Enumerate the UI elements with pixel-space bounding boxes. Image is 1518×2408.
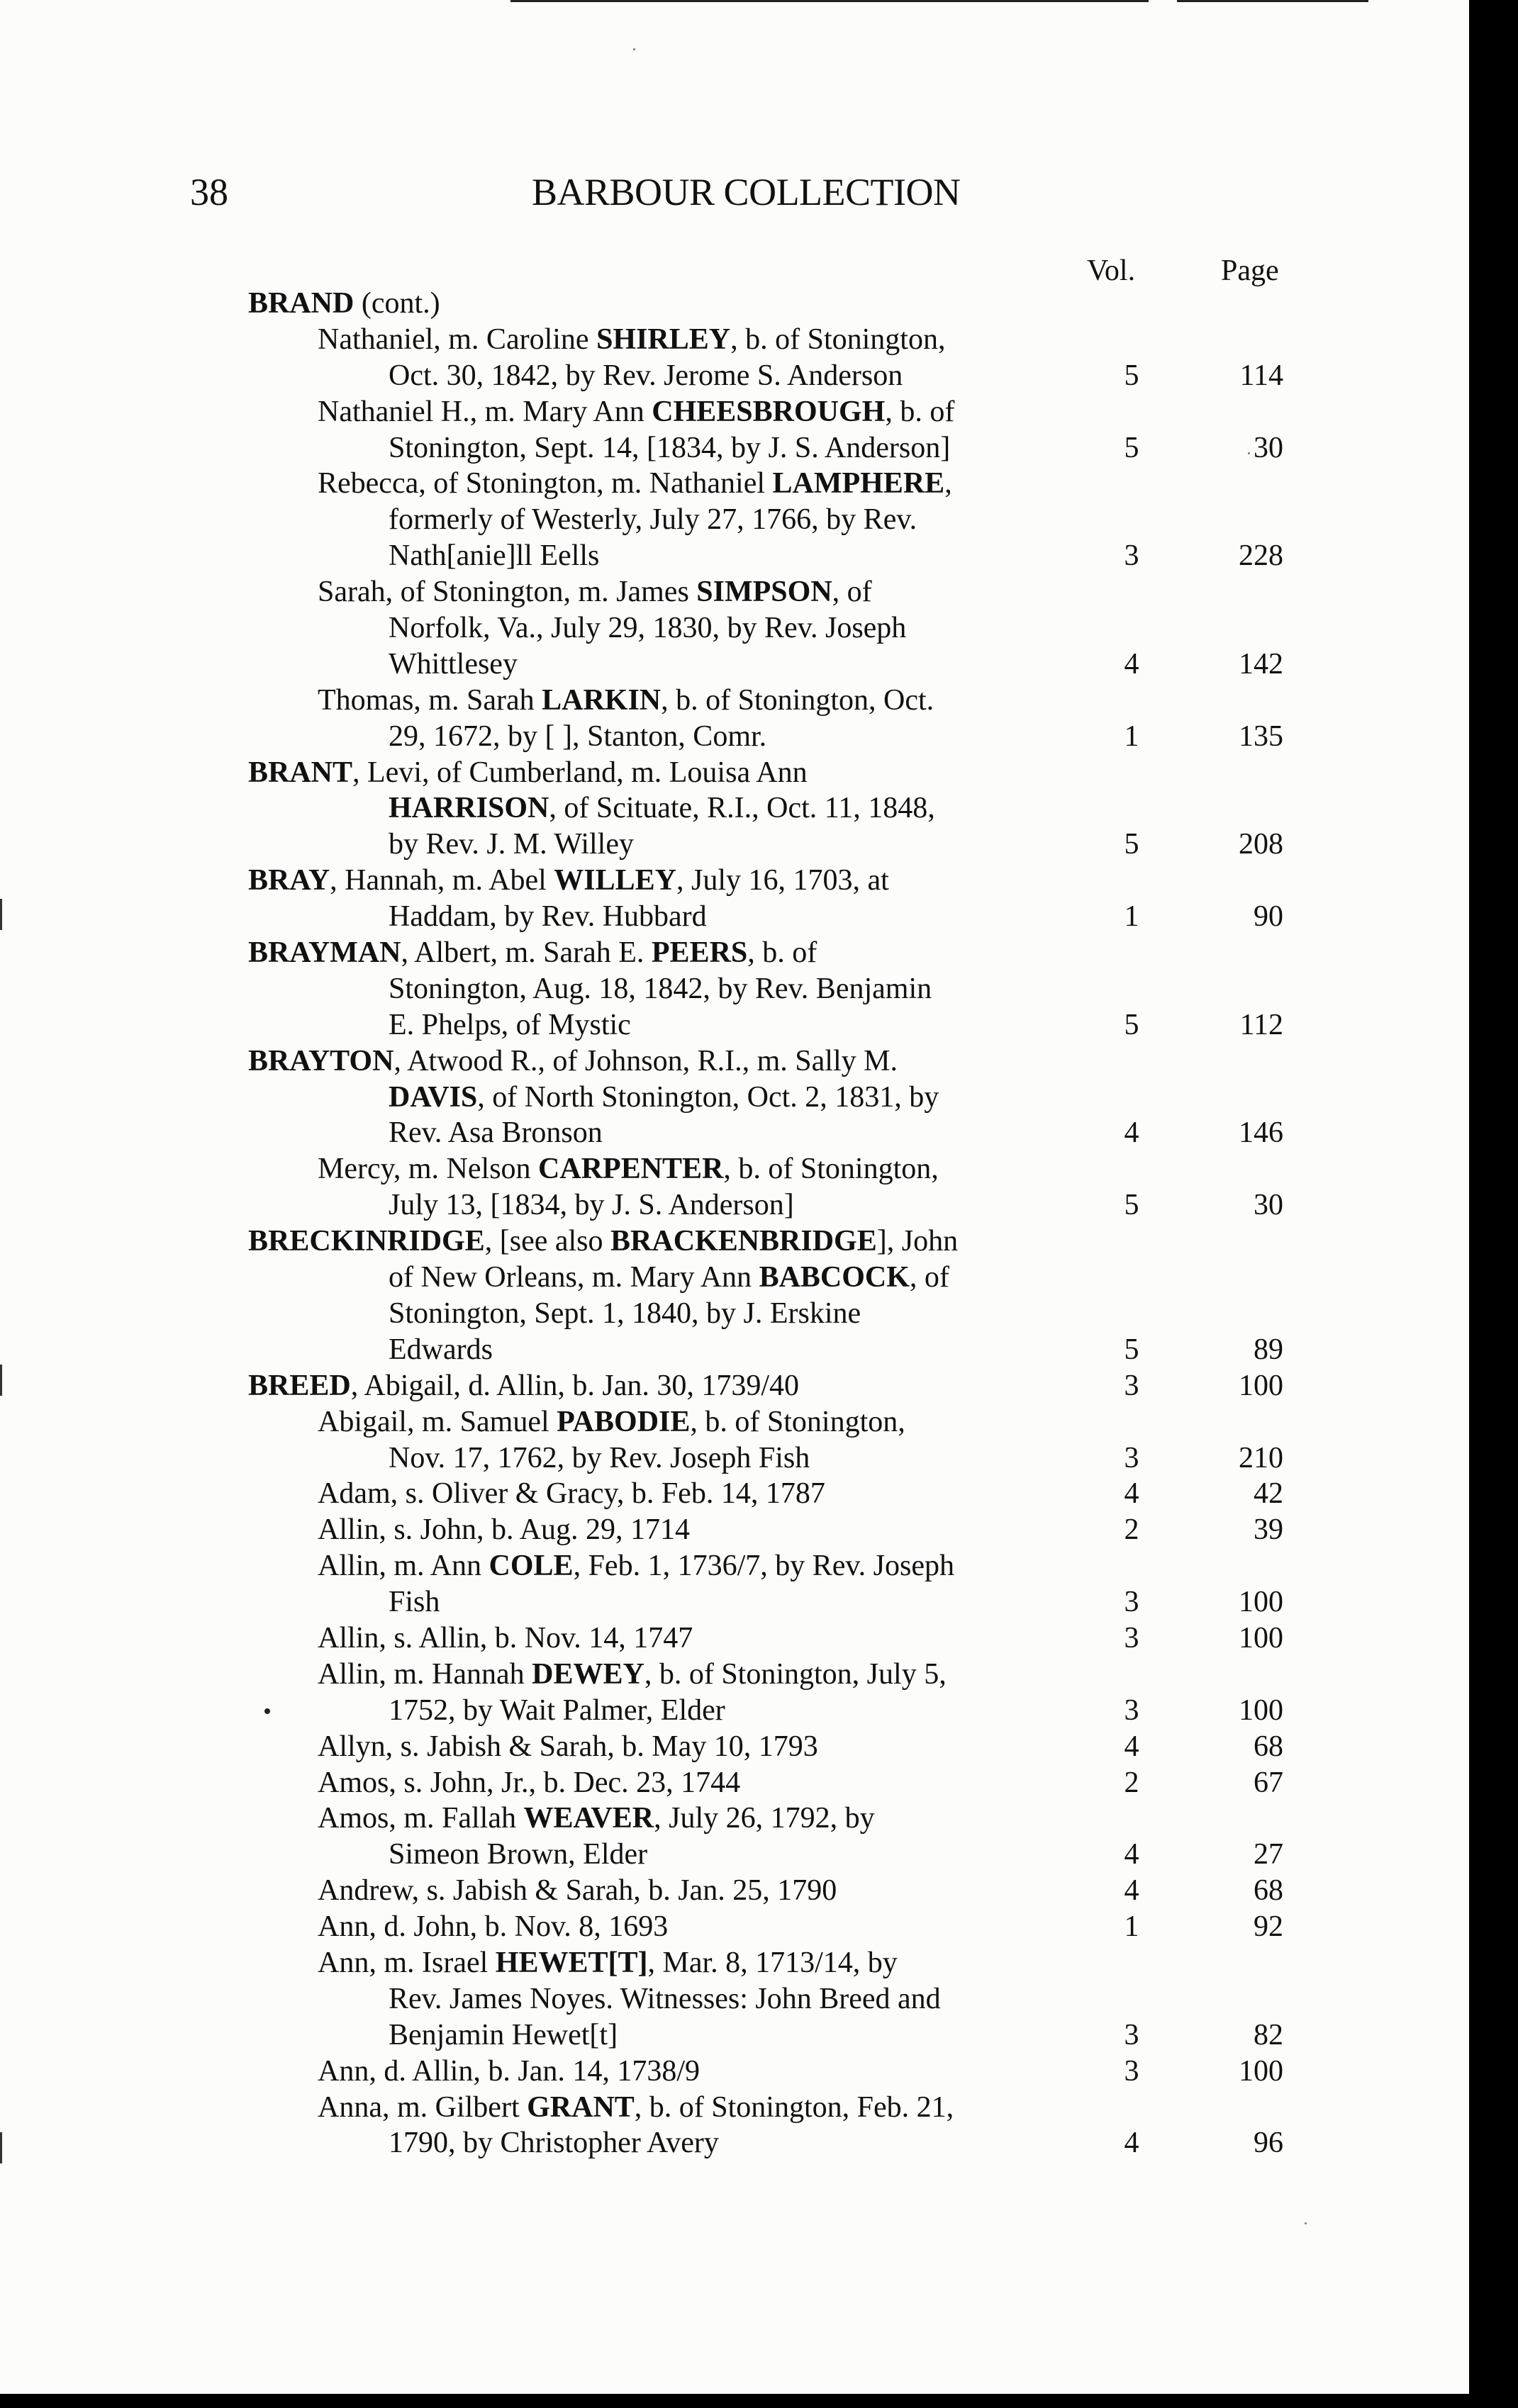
surname: BRAY: [248, 864, 330, 897]
entry-text: [318, 1404, 905, 1440]
page-reference: 30: [1254, 431, 1283, 464]
entry-segment: Allin, m. Hannah: [318, 1657, 532, 1691]
entry-text: [248, 755, 808, 791]
entry-line: [0, 1404, 1469, 1440]
entry-line: [0, 574, 1469, 610]
entry-segment: Simeon Brown, Elder: [389, 1838, 648, 1871]
volume-number: 1: [1124, 719, 1139, 753]
entry-line: [0, 1043, 1469, 1080]
volume-number: 1: [1124, 900, 1139, 934]
entry-line: [0, 610, 1469, 646]
entry-line: [0, 1115, 1469, 1151]
entry-line: [0, 935, 1469, 971]
entry-text: [389, 646, 518, 683]
entry-segment: Whittlesey: [389, 647, 518, 681]
entry-segment: , b. of Stonington, Oct.: [661, 683, 934, 717]
entry-segment: Ann, m. Israel: [318, 1946, 496, 1979]
entry-segment: Allyn, s. Jabish & Sarah, b. May 10, 1793: [318, 1730, 818, 1763]
entry-text: [389, 1187, 794, 1223]
entry-text: [389, 1440, 810, 1477]
surname: BABCOCK: [759, 1261, 910, 1294]
surname: CARPENTER: [538, 1153, 724, 1186]
volume-number: 3: [1124, 539, 1139, 573]
page-reference: 210: [1239, 1441, 1283, 1474]
entry-segment: Amos, m. Fallah: [318, 1802, 524, 1835]
volume-number: 5: [1124, 1008, 1139, 1041]
entry-segment: , Abigail, d. Allin, b. Jan. 30, 1739/40: [350, 1369, 800, 1402]
volume-number: 3: [1124, 2018, 1139, 2051]
entry-line: [0, 1837, 1469, 1873]
entry-segment: Rev. Asa Bronson: [389, 1116, 603, 1150]
entry-segment: Abigail, m. Samuel: [318, 1405, 557, 1438]
entry-segment: , of Scituate, R.I., Oct. 11, 1848,: [549, 792, 935, 825]
surname: PEERS: [651, 936, 748, 970]
entry-line: [0, 1909, 1469, 1945]
entry-line: [0, 1187, 1469, 1223]
surname: BRECKINRIDGE: [248, 1225, 485, 1258]
page-reference: 142: [1239, 647, 1283, 681]
entry-text: [318, 1548, 954, 1584]
entry-line: [0, 466, 1469, 502]
entry-line: [0, 502, 1469, 538]
entry-text: [318, 466, 952, 502]
entry-segment: E. Phelps, of Mystic: [389, 1008, 631, 1041]
entry-text: [248, 1223, 958, 1260]
entry-segment: , Levi, of Cumberland, m. Louisa Ann: [352, 756, 808, 789]
page-reference: 68: [1254, 1874, 1283, 1908]
entry-segment: Rebecca, of Stonington, m. Nathaniel: [318, 467, 773, 500]
entry-segment: (cont.): [354, 287, 440, 320]
entry-segment: Ann, d. Allin, b. Jan. 14, 1738/9: [318, 2054, 701, 2088]
entry-text: [389, 430, 950, 466]
entry-segment: , b. of Stonington,: [690, 1405, 905, 1438]
entry-segment: of New Orleans, m. Mary Ann: [389, 1261, 759, 1294]
entry-text: [318, 2054, 700, 2090]
entry-line: [0, 863, 1469, 899]
page-reference: 112: [1239, 1008, 1283, 1041]
entry-segment: Benjamin Hewet[t]: [389, 2018, 618, 2051]
surname: BRAYMAN: [248, 936, 401, 970]
entry-text: [389, 358, 903, 394]
entry-line: [0, 719, 1469, 755]
entry-segment: Haddam, by Rev. Hubbard: [389, 900, 707, 934]
volume-number: 4: [1124, 2127, 1139, 2160]
entry-segment: , b. of Stonington, Feb. 21,: [634, 2090, 954, 2124]
edge-mark: [0, 1365, 2, 1396]
entry-segment: 1790, by Christopher Avery: [389, 2127, 719, 2160]
entry-segment: , Feb. 1, 1736/7, by Rev. Joseph: [573, 1550, 954, 1583]
entry-line: [0, 1873, 1469, 1909]
page-reference: 68: [1254, 1730, 1283, 1763]
surname: HARRISON: [389, 792, 549, 825]
page-reference: 146: [1239, 1116, 1283, 1150]
entry-text: [389, 1260, 949, 1296]
volume-number: 2: [1124, 1766, 1139, 1799]
entry-text: [389, 790, 935, 827]
volume-number: 5: [1124, 1333, 1139, 1366]
entry-text: [318, 1729, 818, 1765]
entry-segment: Stonington, Aug. 18, 1842, by Rev. Benjamin: [389, 972, 932, 1005]
entry-text: [389, 538, 599, 574]
edge-mark: [0, 899, 2, 930]
speck: [1305, 2222, 1307, 2224]
surname: BREED: [248, 1369, 351, 1402]
surname: COLE: [489, 1550, 574, 1583]
entry-line: [0, 538, 1469, 574]
entry-line: [0, 1657, 1469, 1693]
entry-line: [0, 683, 1469, 719]
entry-line: [0, 1368, 1469, 1404]
vol-column-header: Vol.: [1087, 254, 1136, 287]
margin-bullet: [264, 1708, 270, 1714]
page-reference: 96: [1254, 2127, 1283, 2160]
surname: DAVIS: [389, 1080, 478, 1114]
entry-line: [0, 322, 1469, 358]
entry-segment: Sarah, of Stonington, m. James: [318, 576, 697, 609]
entry-segment: formerly of Westerly, July 27, 1766, by Rev.: [389, 503, 917, 537]
entry-text: [318, 1945, 898, 1981]
entry-segment: , Hannah, m. Abel: [330, 864, 554, 897]
page-reference: 228: [1239, 539, 1283, 573]
entry-line: [0, 646, 1469, 683]
volume-number: 3: [1124, 2054, 1139, 2088]
volume-number: 2: [1124, 1513, 1139, 1547]
entry-segment: Mercy, m. Nelson: [318, 1153, 539, 1186]
entry-text: [389, 2125, 719, 2161]
entry-segment: Anna, m. Gilbert: [318, 2090, 528, 2124]
volume-number: 4: [1124, 1874, 1139, 1908]
page-reference: 90: [1254, 900, 1283, 934]
page-reference: 100: [1239, 1369, 1283, 1402]
surname: DEWEY: [532, 1657, 644, 1691]
entry-segment: , Albert, m. Sarah E.: [401, 936, 652, 970]
entry-segment: 1752, by Wait Palmer, Elder: [389, 1693, 725, 1727]
volume-number: 4: [1124, 647, 1139, 681]
surname: CHEESBROUGH: [652, 395, 886, 428]
entry-segment: , of: [909, 1261, 949, 1294]
entry-line: [0, 1476, 1469, 1512]
entry-segment: , of North Stonington, Oct. 2, 1831, by: [477, 1080, 939, 1114]
entry-line: [0, 1981, 1469, 2017]
entry-text: [389, 1332, 493, 1368]
entry-line: [0, 1151, 1469, 1187]
page-column-header: Page: [1221, 254, 1279, 287]
surname: SHIRLEY: [596, 323, 731, 356]
entry-segment: , b. of: [747, 936, 817, 970]
entry-line: [0, 971, 1469, 1007]
page-reference: 100: [1239, 1621, 1283, 1654]
entry-segment: , [see also: [484, 1225, 611, 1258]
entry-line: [0, 755, 1469, 791]
entry-segment: Nathaniel, m. Caroline: [318, 323, 597, 356]
entry-line: [0, 827, 1469, 863]
entry-text: [389, 1981, 941, 2017]
entry-segment: , b. of: [885, 395, 955, 428]
page-reference: 30: [1254, 1189, 1283, 1222]
entry-line: [0, 1945, 1469, 1981]
entry-segment: Allin, s. John, b. Aug. 29, 1714: [318, 1513, 691, 1547]
surname: HEWET[T]: [495, 1946, 648, 1979]
entry-text: [389, 1296, 861, 1332]
volume-number: 5: [1124, 1189, 1139, 1222]
entry-text: [248, 1043, 898, 1080]
top-rule: [510, 0, 1149, 2]
volume-number: 4: [1124, 1477, 1139, 1511]
page-reference: 114: [1239, 359, 1283, 392]
entry-line: [0, 2054, 1469, 2090]
entry-segment: Adam, s. Oliver & Gracy, b. Feb. 14, 1787: [318, 1477, 825, 1511]
entry-line: [0, 1296, 1469, 1332]
surname: LARKIN: [542, 683, 662, 717]
entry-text: [389, 827, 634, 863]
entry-segment: Nov. 17, 1762, by Rev. Joseph Fish: [389, 1441, 810, 1474]
page-reference: 208: [1239, 828, 1283, 861]
entry-segment: Oct. 30, 1842, by Rev. Jerome S. Anderson: [389, 359, 903, 392]
entry-line: [0, 1512, 1469, 1548]
surname: BRAND: [248, 287, 355, 320]
page-reference: 92: [1254, 1910, 1283, 1944]
entry-text: [318, 2090, 954, 2126]
entry-text: [389, 719, 766, 755]
surname: BRACKENBRIDGE: [610, 1225, 877, 1258]
volume-number: 3: [1124, 1586, 1139, 1619]
entry-segment: Edwards: [389, 1333, 493, 1366]
entry-line: [0, 1260, 1469, 1296]
volume-number: 1: [1124, 1910, 1139, 1944]
entry-text: [389, 2017, 618, 2054]
entry-text: [318, 1657, 947, 1693]
surname: WILLEY: [554, 864, 676, 897]
entry-segment: by Rev. J. M. Willey: [389, 828, 634, 861]
entry-line: [0, 1223, 1469, 1260]
page-reference: 100: [1239, 1586, 1283, 1619]
volume-number: 3: [1124, 1693, 1139, 1727]
entry-text: [248, 863, 889, 899]
entry-segment: Thomas, m. Sarah: [318, 683, 542, 717]
entry-segment: , b. of Stonington,: [723, 1153, 939, 1186]
index-entries: [0, 286, 1469, 2161]
entry-text: [389, 1080, 939, 1116]
page-reference: 67: [1254, 1766, 1283, 1799]
entry-text: [389, 1693, 725, 1729]
entry-line: [0, 1765, 1469, 1801]
entry-text: [248, 935, 817, 971]
surname: GRANT: [527, 2090, 635, 2124]
entry-text: [318, 683, 934, 719]
entry-segment: , July 26, 1792, by: [654, 1802, 875, 1835]
volume-number: 5: [1124, 828, 1139, 861]
entry-segment: Amos, s. John, Jr., b. Dec. 23, 1744: [318, 1766, 741, 1799]
volume-number: 4: [1124, 1730, 1139, 1763]
entry-segment: , Atwood R., of Johnson, R.I., m. Sally M.: [394, 1044, 898, 1077]
volume-number: 3: [1124, 1369, 1139, 1402]
entry-segment: Allin, s. Allin, b. Nov. 14, 1747: [318, 1621, 693, 1654]
entry-text: [389, 1007, 631, 1043]
page-reference: 89: [1254, 1333, 1283, 1366]
entry-text: [318, 1512, 690, 1548]
entry-segment: Nathaniel H., m. Mary Ann: [318, 395, 652, 428]
page-reference: 27: [1254, 1838, 1283, 1871]
surname: PABODIE: [557, 1405, 691, 1438]
volume-number: 3: [1124, 1441, 1139, 1474]
entry-text: [389, 1837, 647, 1873]
entry-segment: , b. of Stonington, July 5,: [644, 1657, 947, 1691]
entry-text: [389, 899, 707, 935]
surname: BRAYTON: [248, 1044, 394, 1077]
entry-segment: Norfolk, Va., July 29, 1830, by Rev. Joseph: [389, 612, 907, 645]
top-rule-right: [1177, 0, 1368, 2]
volume-number: 5: [1124, 359, 1139, 392]
page-reference: 100: [1239, 1693, 1283, 1727]
entry-text: [318, 1801, 875, 1837]
surname: WEAVER: [523, 1802, 654, 1835]
speck: [633, 48, 635, 50]
page-reference: 39: [1254, 1513, 1283, 1547]
entry-line: [0, 1620, 1469, 1657]
edge-mark: [0, 2132, 2, 2163]
entry-text: [389, 610, 906, 646]
speck: [1248, 452, 1250, 454]
entry-segment: , of: [832, 576, 872, 609]
entry-text: [318, 1873, 837, 1909]
entry-segment: ,: [944, 467, 952, 500]
entry-line: [0, 1007, 1469, 1043]
entry-text: [389, 1115, 603, 1151]
page-reference: 82: [1254, 2018, 1283, 2051]
entry-text: [248, 286, 440, 322]
volume-number: 4: [1124, 1838, 1139, 1871]
entry-segment: ], John: [876, 1225, 959, 1258]
surname: BRANT: [248, 756, 353, 789]
entry-line: [0, 1332, 1469, 1368]
running-title: BARBOUR COLLECTION: [532, 171, 961, 213]
page-reference: 42: [1254, 1477, 1283, 1511]
volume-number: 3: [1124, 1621, 1139, 1654]
entry-text: [318, 1765, 740, 1801]
entry-line: [0, 1729, 1469, 1765]
entry-line: [0, 1693, 1469, 1729]
entry-line: [0, 1584, 1469, 1620]
entry-line: [0, 1548, 1469, 1584]
entry-line: [0, 2017, 1469, 2054]
entry-line: [0, 1440, 1469, 1477]
entry-segment: Rev. James Noyes. Witnesses: John Breed and: [389, 1982, 941, 2015]
entry-segment: Allin, m. Ann: [318, 1550, 489, 1583]
surname: LAMPHERE: [772, 467, 945, 500]
entry-text: [318, 322, 945, 358]
entry-line: [0, 286, 1469, 322]
entry-segment: , July 16, 1703, at: [676, 864, 889, 897]
entry-segment: July 13, [1834, by J. S. Anderson]: [389, 1189, 794, 1222]
entry-line: [0, 430, 1469, 466]
entry-text: [318, 1620, 693, 1657]
page-reference: 100: [1239, 2054, 1283, 2088]
entry-segment: Stonington, Sept. 14, [1834, by J. S. Anderson]: [389, 431, 951, 464]
entry-line: [0, 1080, 1469, 1116]
page-number: 38: [190, 171, 228, 213]
entry-line: [0, 1801, 1469, 1837]
entry-segment: Nath[anie]ll Eells: [389, 539, 600, 573]
entry-line: [0, 899, 1469, 935]
entry-segment: 29, 1672, by [ ], Stanton, Comr.: [389, 719, 767, 753]
entry-segment: Stonington, Sept. 1, 1840, by J. Erskine: [389, 1297, 861, 1330]
entry-segment: Andrew, s. Jabish & Sarah, b. Jan. 25, 1790: [318, 1874, 837, 1908]
entry-text: [318, 1151, 939, 1187]
entry-segment: Fish: [389, 1586, 440, 1619]
volume-number: 4: [1124, 1116, 1139, 1150]
entry-line: [0, 790, 1469, 827]
entry-line: [0, 394, 1469, 430]
entry-text: [389, 971, 932, 1007]
entry-text: [389, 502, 917, 538]
surname: SIMPSON: [696, 576, 832, 609]
entry-text: [389, 1584, 440, 1620]
entry-text: [318, 1909, 668, 1945]
entry-segment: Ann, d. John, b. Nov. 8, 1693: [318, 1910, 669, 1944]
page-reference: 135: [1239, 719, 1283, 753]
entry-line: [0, 358, 1469, 394]
entry-text: [318, 574, 872, 610]
entry-text: [248, 1368, 799, 1404]
entry-line: [0, 2090, 1469, 2126]
volume-number: 5: [1124, 431, 1139, 464]
entry-segment: , b. of Stonington,: [730, 323, 946, 356]
entry-segment: , Mar. 8, 1713/14, by: [647, 1946, 898, 1979]
entry-line: [0, 2125, 1469, 2161]
entry-text: [318, 1476, 825, 1512]
entry-text: [318, 394, 954, 430]
